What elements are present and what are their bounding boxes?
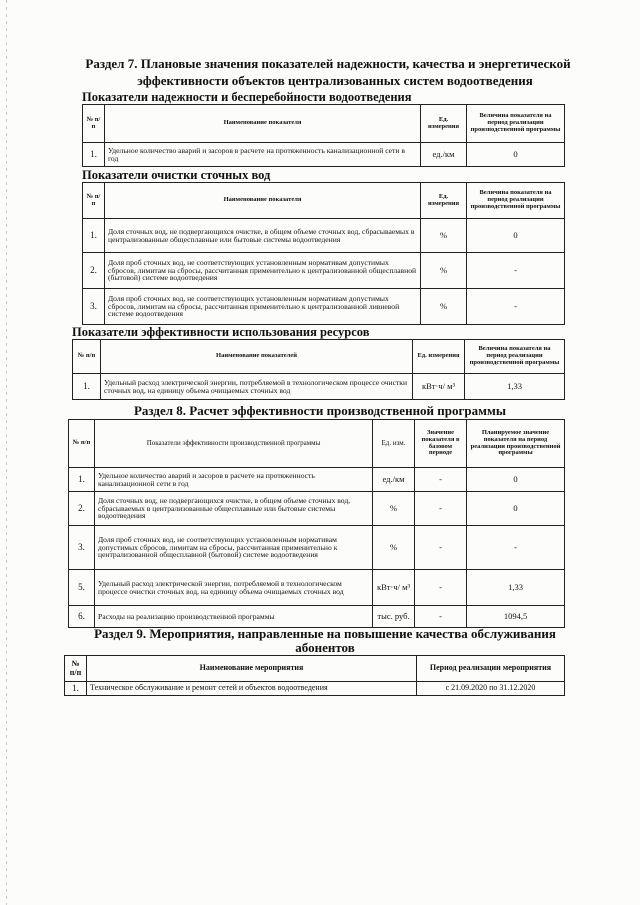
treatment-heading: Показатели очистки сточных вод: [82, 168, 271, 182]
section9-title-line1: Раздел 9. Мероприятия, направленные на повышение качества обслуживания: [94, 626, 556, 641]
unit-cell: тыс. руб.: [373, 606, 415, 628]
indicator-name: Доля проб сточных вод, не соответствующих установленным нормативам допустимых сбросов, лимитам на сбросы, рассчитанная применительно к централизованной общесплавной (бытовой) системе водоотведения: [95, 526, 373, 570]
row-number: 1.: [83, 143, 105, 167]
indicator-name: Удельный расход электрической энергии, потребляемой в технологическом процессе очистки сточных вод, на единицу объема очищаемых сточных вод: [101, 374, 413, 400]
planned-value-cell: 0: [467, 492, 565, 526]
row-number: 2.: [83, 253, 105, 289]
table-row: [69, 492, 565, 526]
efficiency-heading: Показатели эффективности использования ресурсов: [72, 325, 370, 339]
header-cell: Величина показателя на период реализации производственной программы: [467, 183, 565, 219]
header-cell: Ед. измерения: [413, 340, 465, 374]
unit-cell: %: [421, 289, 467, 325]
unit-cell: %: [373, 526, 415, 570]
value-cell: -: [467, 253, 565, 289]
header-cell: Значение показателя в базовом периоде: [415, 420, 467, 468]
table-row: [69, 606, 565, 628]
header-cell: Наименование показателей: [101, 340, 413, 374]
unit-cell: кВт·ч/ м³: [413, 374, 465, 400]
section9-title-line2: абонентов: [295, 640, 355, 655]
indicator-name: Доля проб сточных вод, не соответствующих установленным нормативам допустимых сбросов, лимитам на сбросы, рассчитанная применительно к централизованной общесплавной (бытовой) системе водоотведения: [105, 253, 421, 289]
header-cell: Ед. изм.: [373, 420, 415, 468]
header-cell: Показатели эффективности производственной программы: [95, 420, 373, 468]
indicator-name: Доля сточных вод, не подвергающихся очистке, в общем объеме сточных вод, сбрасываемых в централизованные общесплавные или бытовые системы водоотведения: [95, 492, 373, 526]
table-header-row: [83, 183, 565, 219]
activity-name: Техническое обслуживание и ремонт сетей и объектов водоотведения: [87, 682, 417, 696]
efficiency-table: [72, 339, 565, 400]
reliability-heading: Показатели надежности и бесперебойности водоотведения: [82, 90, 412, 104]
row-number: 1.: [73, 374, 101, 400]
row-number: 1.: [69, 468, 95, 492]
unit-cell: кВт·ч/ м³: [373, 570, 415, 606]
indicator-name: Расходы на реализацию производственной программы: [95, 606, 373, 628]
header-cell: Ед. измерения: [421, 105, 467, 143]
header-cell: Наименование мероприятия: [87, 656, 417, 682]
unit-cell: ед./км: [421, 143, 467, 167]
header-cell: Ед. измерения: [421, 183, 467, 219]
header-cell: Величина показателя на период реализации производственной программы: [467, 105, 565, 143]
row-number: 1.: [83, 219, 105, 253]
indicator-name: Удельное количество аварий и засоров в расчете на протяженность канализационной сети в год: [105, 143, 421, 167]
table-row: [83, 143, 565, 167]
header-cell: № п/п: [65, 656, 87, 682]
planned-value-cell: 1,33: [467, 570, 565, 606]
indicator-name: Удельное количество аварий и засоров в расчете на протяженность канализационной сети в год: [95, 468, 373, 492]
row-number: 2.: [69, 492, 95, 526]
base-value-cell: -: [415, 570, 467, 606]
section8-title: Раздел 8. Расчет эффективности производственной программы: [133, 403, 507, 418]
unit-cell: ед./км: [373, 468, 415, 492]
value-cell: -: [467, 289, 565, 325]
table-row: [83, 289, 565, 325]
indicator-name: Доля проб сточных вод, не соответствующих установленным нормативам допустимых сбросов, лимитам на сбросы, рассчитанная применительно к централизованной ливневой системе водоотведения: [105, 289, 421, 325]
unit-cell: %: [421, 219, 467, 253]
indicator-name: Доля сточных вод, не подвергающихся очистке, в общем объеме сточных вод, сбрасываемых в централизованные общесплавные или бытовые системы водоотведения: [105, 219, 421, 253]
base-value-cell: -: [415, 492, 467, 526]
reliability-table: [82, 104, 565, 167]
base-value-cell: -: [415, 526, 467, 570]
row-number: 5.: [69, 570, 95, 606]
section8-table: [68, 419, 565, 628]
indicator-name: Удельный расход электрической энергии, потребляемой в технологическом процессе очистки сточных вод, на единицу объема очищаемых сточных вод: [95, 570, 373, 606]
section7-title-line2: эффективности объектов централизованных систем водоотведения: [137, 73, 533, 88]
section7-title-line1: Раздел 7. Плановые значения показателей надежности, качества и энергетической: [85, 56, 571, 71]
period-cell: с 21.09.2020 по 31.12.2020: [417, 682, 565, 696]
table-header-row: [65, 656, 565, 682]
value-cell: 1,33: [465, 374, 565, 400]
header-cell: № п/п: [69, 420, 95, 468]
table-row: [69, 468, 565, 492]
header-cell: № п/п: [73, 340, 101, 374]
table-header-row: [69, 420, 565, 468]
unit-cell: %: [373, 492, 415, 526]
row-number: 3.: [83, 289, 105, 325]
table-row: [73, 374, 565, 400]
planned-value-cell: 1094,5: [467, 606, 565, 628]
section9-table: [64, 655, 565, 696]
table-header-row: [73, 340, 565, 374]
table-row: [69, 526, 565, 570]
row-number: 6.: [69, 606, 95, 628]
base-value-cell: -: [415, 468, 467, 492]
header-cell: Наименование показателя: [105, 105, 421, 143]
table-row: [83, 253, 565, 289]
unit-cell: %: [421, 253, 467, 289]
table-row: [65, 682, 565, 696]
row-number: 1.: [65, 682, 87, 696]
row-number: 3.: [69, 526, 95, 570]
table-header-row: [83, 105, 565, 143]
header-cell: Величина показателя на период реализации производственной программы: [465, 340, 565, 374]
table-row: [83, 219, 565, 253]
header-cell: № п/п: [83, 183, 105, 219]
header-cell: Планируемое значение показателя на период реализации производственной программы: [467, 420, 565, 468]
value-cell: 0: [467, 143, 565, 167]
base-value-cell: -: [415, 606, 467, 628]
header-cell: Наименование показателя: [105, 183, 421, 219]
table-row: [69, 570, 565, 606]
planned-value-cell: 0: [467, 468, 565, 492]
scan-edge: [6, 0, 7, 905]
treatment-table: [82, 182, 565, 325]
value-cell: 0: [467, 219, 565, 253]
planned-value-cell: -: [467, 526, 565, 570]
header-cell: Период реализации мероприятия: [417, 656, 565, 682]
header-cell: № п/п: [83, 105, 105, 143]
